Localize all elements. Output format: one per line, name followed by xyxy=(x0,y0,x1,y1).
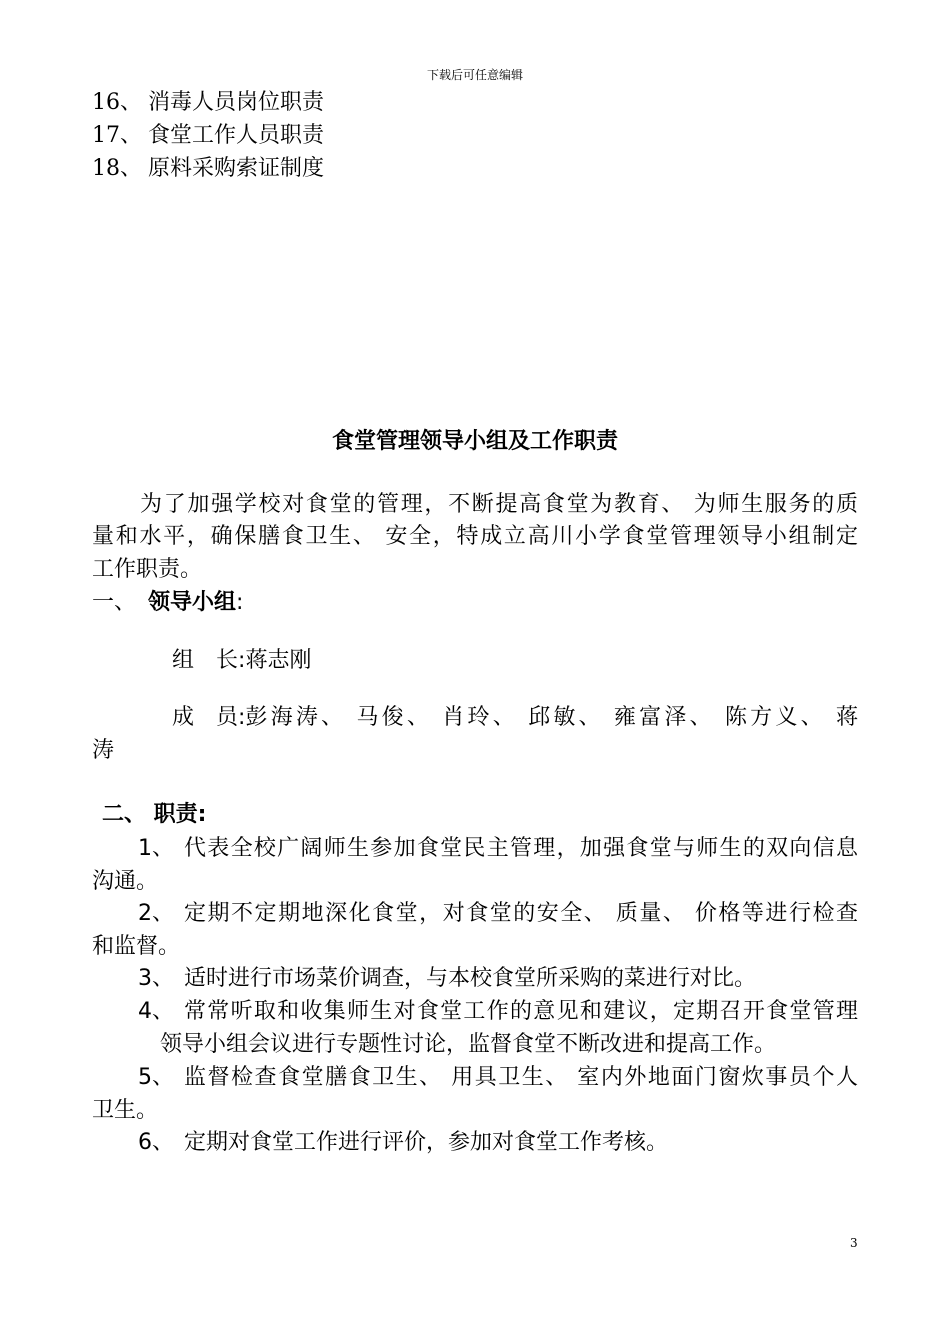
duty-text-continued: 卫生。 xyxy=(92,1098,159,1123)
duty-text: 适时进行市场菜价调查，与本校食堂所采购的菜进行对比。 xyxy=(184,966,757,991)
duty-item xyxy=(138,834,858,864)
page-number: 3 xyxy=(850,1236,858,1250)
list-item xyxy=(92,88,324,118)
duty-text: 定期对食堂工作进行评价，参加对食堂工作考核。 xyxy=(184,1130,669,1155)
duty-number: 4、 xyxy=(138,999,174,1024)
duty-number: 3、 xyxy=(138,966,174,991)
section-number: 一、 xyxy=(92,590,137,615)
header-note: 下载后可任意编辑 xyxy=(426,68,523,82)
list-item-text: 食堂工作人员职责 xyxy=(148,123,325,148)
duty-item xyxy=(138,997,858,1027)
duty-number: 2、 xyxy=(138,901,174,926)
duty-number: 6、 xyxy=(138,1130,174,1155)
members-list: 彭海涛、 马俊、 肖玲、 邱敏、 雍富泽、 陈方义、 蒋 xyxy=(245,705,858,730)
members-label: 成 员 xyxy=(172,705,239,730)
duty-text: 常常听取和收集师生对食堂工作的意见和建议，定期召开食堂管理 xyxy=(184,999,858,1024)
section-colon: : xyxy=(236,590,244,615)
section-heading-duties: 二、 职责: xyxy=(102,802,207,827)
list-item xyxy=(92,154,324,184)
leader-line xyxy=(172,646,311,676)
duty-number: 1、 xyxy=(138,836,174,861)
section-heading-leadership xyxy=(92,588,243,618)
duty-item xyxy=(138,964,756,994)
duty-text: 代表全校广阔师生参加食堂民主管理，加强食堂与师生的双向信息 xyxy=(184,836,858,861)
intro-line-2: 量和水平，确保膳食卫生、 安全，特成立高川小学食堂管理领导小组制定 xyxy=(92,524,858,549)
list-item-number: 16、 xyxy=(92,90,142,115)
leader-name: 蒋志刚 xyxy=(245,648,312,673)
list-item-number: 18、 xyxy=(92,156,142,181)
duty-item xyxy=(138,899,858,929)
duty-text-continued: 领导小组会议进行专题性讨论，监督食堂不断改进和提高工作。 xyxy=(160,1032,777,1057)
page-title: 食堂管理领导小组及工作职责 xyxy=(331,429,618,454)
members-line-2: 涛 xyxy=(92,738,115,763)
members-line xyxy=(172,703,858,733)
intro-line-3: 工作职责。 xyxy=(92,557,203,582)
list-item xyxy=(92,121,324,151)
intro-line-1: 为了加强学校对食堂的管理，不断提高食堂为教育、 为师生服务的质 xyxy=(140,492,858,517)
duty-item xyxy=(138,1128,668,1158)
leader-label: 组 长 xyxy=(172,648,239,673)
duty-text-continued: 沟通。 xyxy=(92,869,159,894)
list-item-text: 原料采购索证制度 xyxy=(148,156,325,181)
list-item-number: 17、 xyxy=(92,123,142,148)
duty-text: 定期不定期地深化食堂，对食堂的安全、 质量、 价格等进行检查 xyxy=(184,901,858,926)
duty-item xyxy=(138,1063,858,1093)
list-item-text: 消毒人员岗位职责 xyxy=(148,90,325,115)
section-title: 领导小组 xyxy=(148,590,237,615)
duty-number: 5、 xyxy=(138,1065,174,1090)
duty-text: 监督检查食堂膳食卫生、 用具卫生、 室内外地面门窗炊事员个人 xyxy=(184,1065,858,1090)
members-colon: : xyxy=(238,705,246,730)
duty-text-continued: 和监督。 xyxy=(92,934,181,959)
leader-colon: : xyxy=(238,648,246,673)
